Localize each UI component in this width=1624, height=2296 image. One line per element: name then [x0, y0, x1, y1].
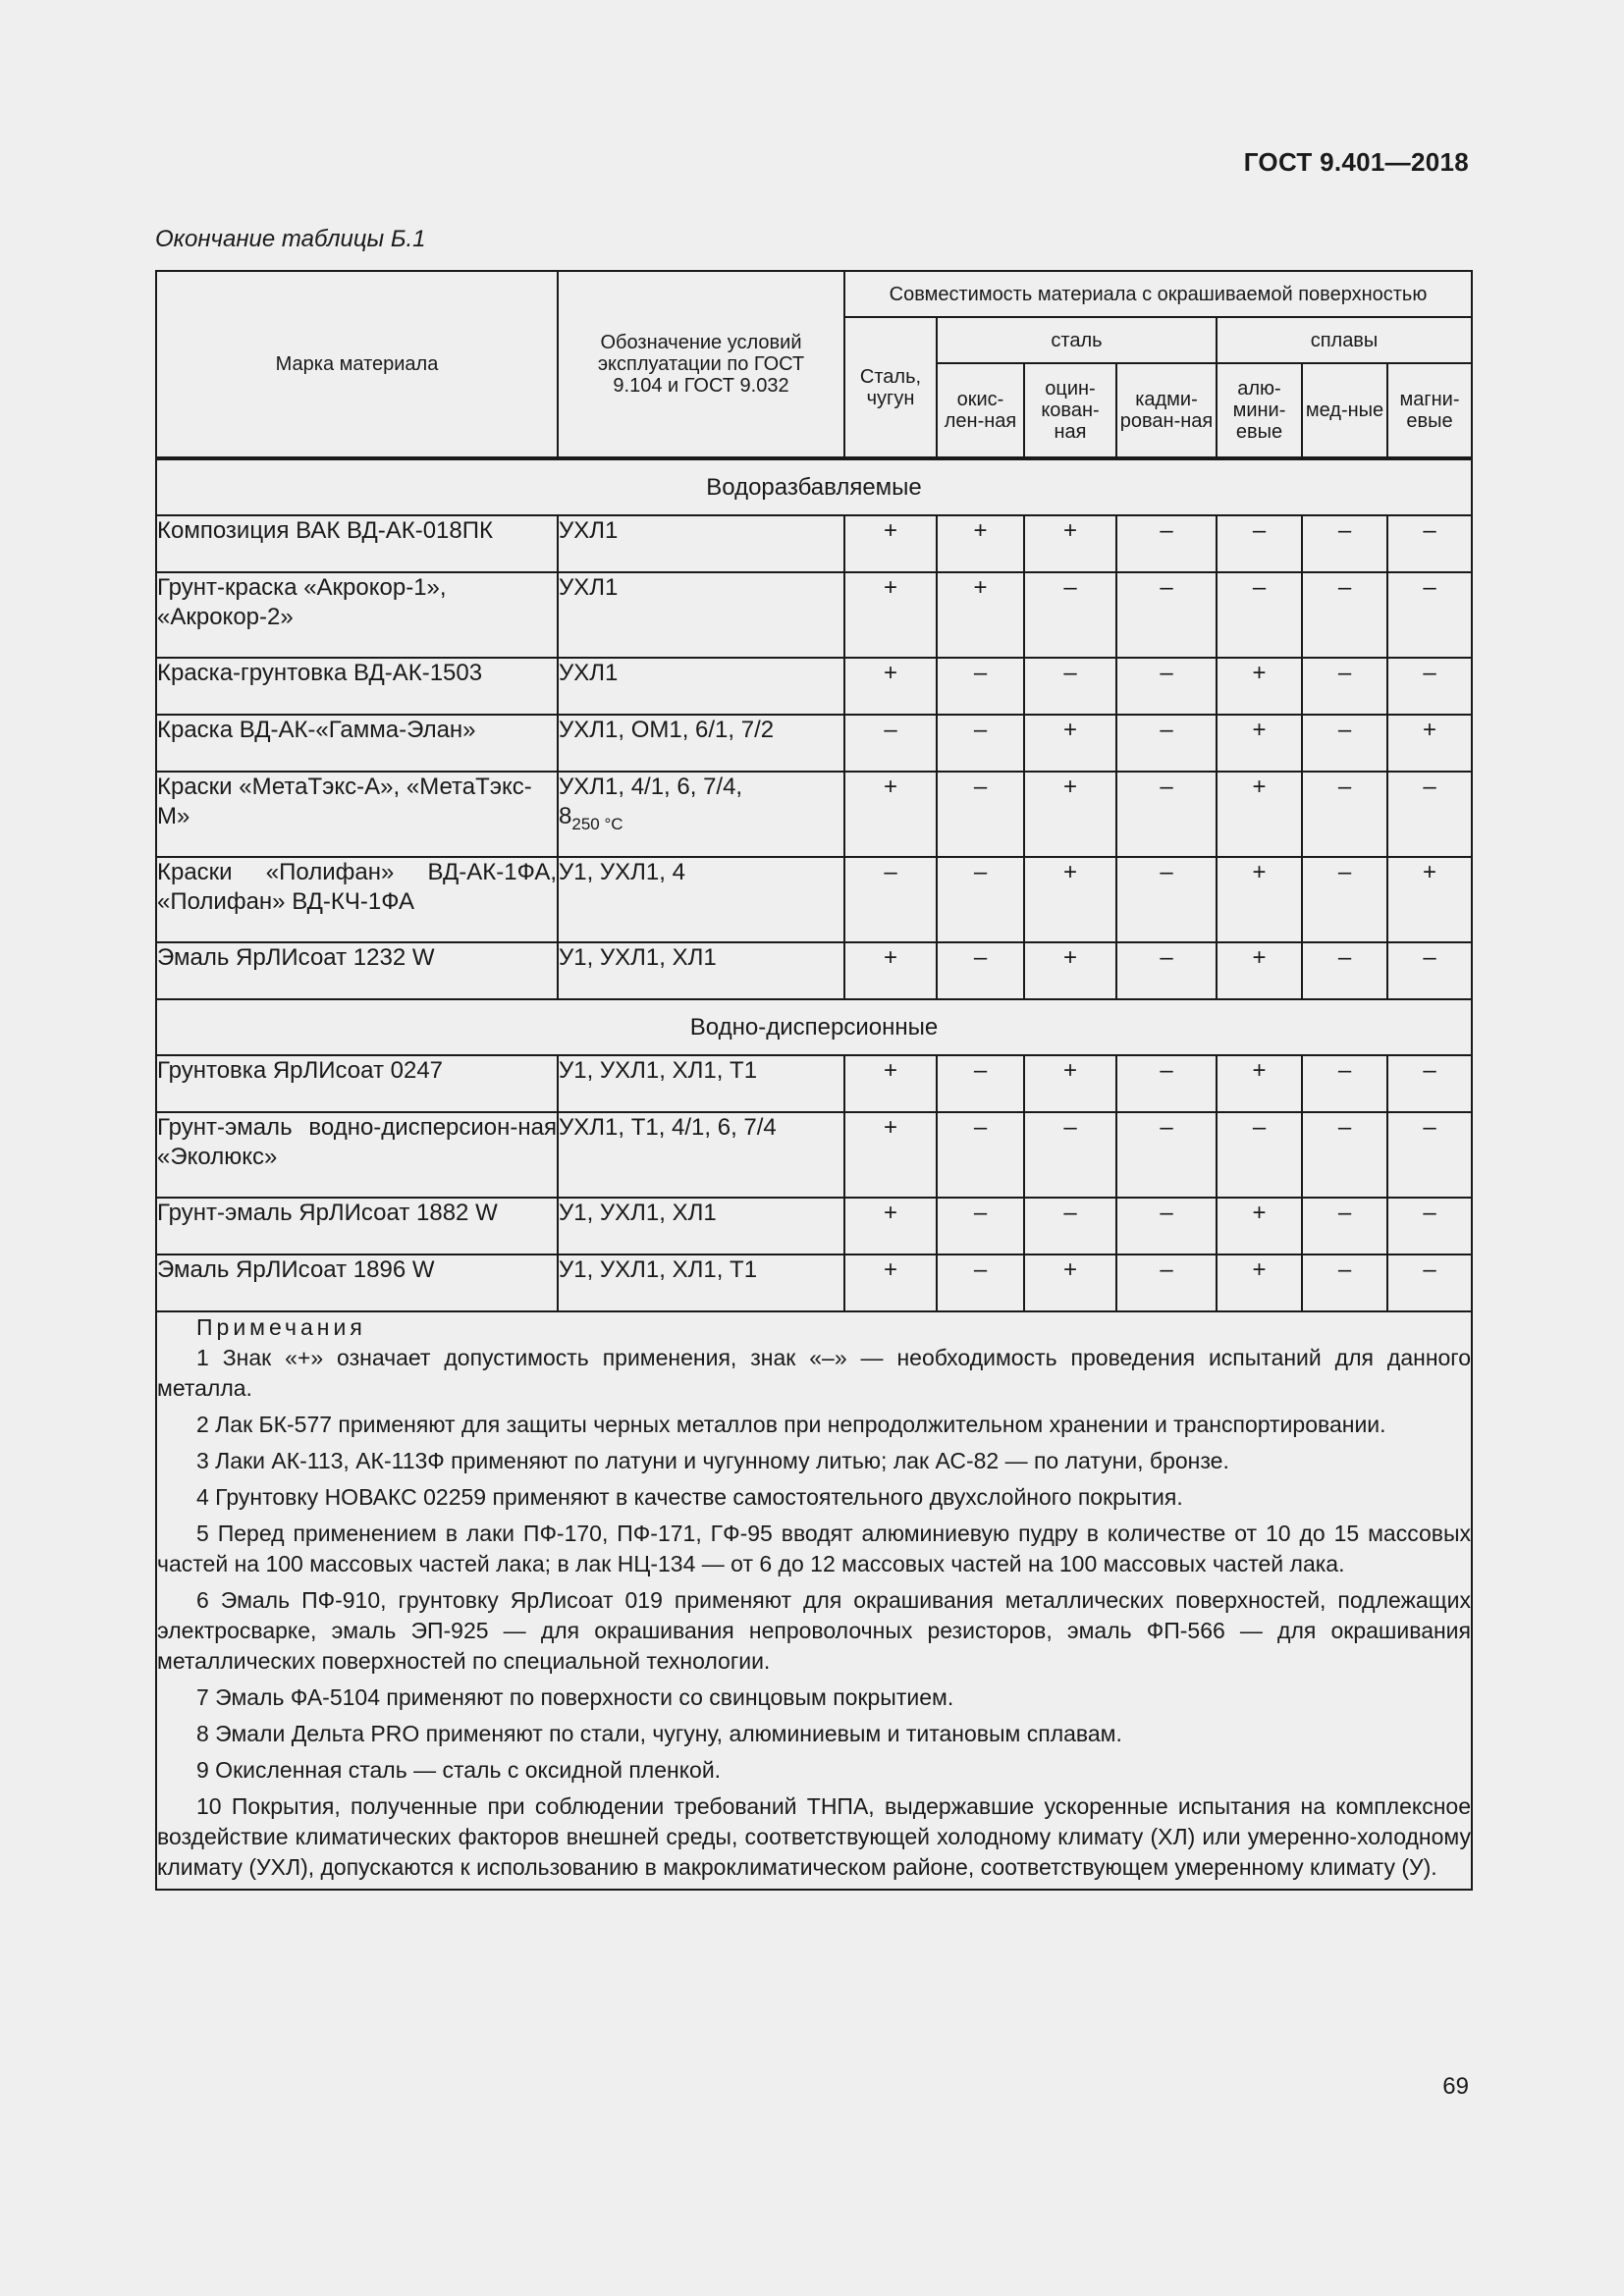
compat-mark: – — [1302, 658, 1387, 715]
table-row — [156, 1198, 1472, 1255]
compat-mark: – — [844, 857, 937, 942]
compat-mark: + — [844, 942, 937, 999]
compat-mark: – — [1024, 1112, 1116, 1198]
material-name: Грунт-эмаль водно-дисперсион-ная «Эколюкс» — [156, 1112, 558, 1198]
header-alloys: сплавы — [1217, 317, 1472, 363]
compat-mark: + — [1217, 772, 1302, 857]
page-number: 69 — [1442, 2073, 1469, 2100]
compat-mark: – — [1387, 772, 1472, 857]
compat-mark: + — [937, 515, 1024, 572]
section-heading-row — [156, 999, 1472, 1055]
table-header — [156, 271, 1472, 457]
compat-mark: + — [844, 1255, 937, 1311]
table-row — [156, 772, 1472, 857]
header-copper: мед-ные — [1302, 363, 1387, 457]
compat-mark: – — [1116, 572, 1217, 658]
compat-mark: + — [844, 1112, 937, 1198]
note-item: 7 Эмаль ФА-5104 применяют по поверхности со свинцовым покрытием. — [196, 1684, 954, 1710]
compat-mark: – — [1116, 1112, 1217, 1198]
compat-mark: – — [1302, 857, 1387, 942]
compat-mark: + — [1217, 658, 1302, 715]
compat-mark: – — [1217, 572, 1302, 658]
compat-mark: + — [1024, 857, 1116, 942]
conditions-text: УХЛ1 — [559, 574, 619, 601]
compatibility-table — [155, 270, 1473, 1891]
compat-mark: – — [1116, 942, 1217, 999]
compat-mark: + — [1024, 515, 1116, 572]
material-name: Композиция ВАК ВД-АК-018ПК — [156, 515, 558, 572]
conditions-text: У1, УХЛ1, ХЛ1 — [559, 944, 717, 971]
compat-mark: + — [844, 658, 937, 715]
compat-mark: – — [1387, 658, 1472, 715]
conditions-cell — [558, 572, 844, 658]
table-notes — [156, 1311, 1472, 1890]
conditions-cell — [558, 515, 844, 572]
conditions-cell — [558, 1112, 844, 1198]
compat-mark: – — [937, 658, 1024, 715]
compat-mark: + — [844, 1055, 937, 1112]
conditions-temperature-base: 8 — [559, 803, 572, 829]
note-item: 1 Знак «+» означает допустимость применения, знак «–» — необходимость проведения испытаний для данного металла. — [157, 1345, 1471, 1401]
compat-mark: – — [1116, 658, 1217, 715]
compat-mark: – — [1302, 572, 1387, 658]
compat-mark: – — [937, 942, 1024, 999]
compat-mark: + — [1024, 772, 1116, 857]
compat-mark: + — [1217, 942, 1302, 999]
compat-mark: – — [1116, 1255, 1217, 1311]
header-conditions: Обозначение условий эксплуатации по ГОСТ 9.104 и ГОСТ 9.032 — [558, 271, 844, 457]
compat-mark: – — [1116, 1198, 1217, 1255]
compat-mark: + — [844, 772, 937, 857]
conditions-text: УХЛ1 — [559, 660, 619, 686]
compat-mark: – — [1116, 1055, 1217, 1112]
conditions-cell — [558, 1255, 844, 1311]
conditions-text: У1, УХЛ1, ХЛ1, Т1 — [559, 1256, 758, 1283]
document-code: ГОСТ 9.401—2018 — [1243, 147, 1469, 177]
compat-mark: + — [844, 515, 937, 572]
header-oxidized: окис-лен-ная — [937, 363, 1024, 457]
note-item: 2 Лак БК-577 применяют для защиты черных металлов при непродолжительном хранении и транспортировании. — [196, 1412, 1386, 1437]
table-row — [156, 1255, 1472, 1311]
compat-mark: + — [1217, 1055, 1302, 1112]
compat-mark: – — [1302, 1198, 1387, 1255]
table-row — [156, 942, 1472, 999]
header-steel-cast-iron: Сталь, чугун — [844, 317, 937, 457]
table-row — [156, 857, 1472, 942]
conditions-text: У1, УХЛ1, ХЛ1 — [559, 1200, 717, 1226]
compat-mark: + — [1024, 1055, 1116, 1112]
compat-mark: – — [937, 1112, 1024, 1198]
compat-mark: – — [1116, 515, 1217, 572]
conditions-cell — [558, 942, 844, 999]
material-name: Грунт-краска «Акрокор-1», «Акрокор-2» — [156, 572, 558, 658]
note-item: 5 Перед применением в лаки ПФ-170, ПФ-171, ГФ-95 вводят алюминиевую пудру в количестве от 10 до 15 массовых частей на 100 массовых частей лака; в лак НЦ-134 — от 6 до 12 массовых частей на 100 массовых частей лака. — [157, 1521, 1471, 1576]
note-item: 8 Эмали Дельта PRO применяют по стали, чугуну, алюминиевым и титановым сплавам. — [196, 1721, 1122, 1746]
note-item: 4 Грунтовку НОВАКС 02259 применяют в качестве самостоятельного двухслойного покрытия. — [196, 1484, 1183, 1510]
compat-mark: + — [1024, 942, 1116, 999]
compat-mark: + — [1217, 1255, 1302, 1311]
material-name: Эмаль ЯрЛИсоат 1232 W — [156, 942, 558, 999]
compat-mark: – — [1116, 715, 1217, 772]
compat-mark: – — [1302, 942, 1387, 999]
conditions-text: УХЛ1, ОМ1, 6/1, 7/2 — [559, 717, 775, 743]
notes-cell — [156, 1311, 1472, 1890]
compat-mark: – — [937, 857, 1024, 942]
conditions-cell — [558, 772, 844, 857]
material-name: Краска-грунтовка ВД-АК-1503 — [156, 658, 558, 715]
header-steel: сталь — [937, 317, 1217, 363]
header-magnesium: магни-евые — [1387, 363, 1472, 457]
compat-mark: – — [1387, 572, 1472, 658]
note-item: 3 Лаки АК-113, АК-113Ф применяют по латуни и чугунному литью; лак АС-82 — по латуни, бронзе. — [196, 1448, 1229, 1473]
compat-mark: – — [937, 1198, 1024, 1255]
section-heading-row — [156, 459, 1472, 515]
compat-mark: + — [1217, 715, 1302, 772]
compat-mark: – — [1302, 1055, 1387, 1112]
material-name: Грунт-эмаль ЯрЛИсоат 1882 W — [156, 1198, 558, 1255]
material-name: Краска ВД-АК-«Гамма-Элан» — [156, 715, 558, 772]
section-heading: Водоразбавляемые — [156, 459, 1472, 515]
material-name: Грунтовка ЯрЛИсоат 0247 — [156, 1055, 558, 1112]
compat-mark: + — [1024, 1255, 1116, 1311]
compat-mark: – — [1116, 772, 1217, 857]
conditions-cell — [558, 715, 844, 772]
compat-mark: – — [937, 1055, 1024, 1112]
table-row — [156, 658, 1472, 715]
conditions-text: УХЛ1, Т1, 4/1, 6, 7/4 — [559, 1114, 777, 1141]
notes-title: Примечания — [196, 1314, 366, 1340]
compat-mark: + — [1387, 715, 1472, 772]
table-row — [156, 715, 1472, 772]
compat-mark: – — [1387, 515, 1472, 572]
conditions-temperature-subscript: 250 °С — [571, 815, 623, 833]
header-galvanized: оцин-кован-ная — [1024, 363, 1116, 457]
conditions-cell — [558, 1198, 844, 1255]
material-name: Эмаль ЯрЛИсоат 1896 W — [156, 1255, 558, 1311]
header-aluminum: алю-мини-евые — [1217, 363, 1302, 457]
compat-mark: – — [937, 772, 1024, 857]
material-name: Краски «Полифан» ВД-АК-1ФА, «Полифан» ВД-КЧ-1ФА — [156, 857, 558, 942]
conditions-text: У1, УХЛ1, 4 — [559, 859, 685, 885]
compat-mark: – — [1302, 1255, 1387, 1311]
table-row — [156, 572, 1472, 658]
header-material: Марка материала — [156, 271, 558, 457]
compat-mark: + — [1387, 857, 1472, 942]
material-name: Краски «МетаТэкс-А», «МетаТэкс-М» — [156, 772, 558, 857]
table-row — [156, 1055, 1472, 1112]
compat-mark: – — [1024, 1198, 1116, 1255]
compat-mark: – — [937, 715, 1024, 772]
compat-mark: – — [1024, 658, 1116, 715]
compat-mark: – — [1387, 1112, 1472, 1198]
notes-list — [157, 1343, 1471, 1883]
conditions-cell — [558, 658, 844, 715]
note-item: 10 Покрытия, полученные при соблюдении требований ТНПА, выдержавшие ускоренные испытания на комплексное воздействие климатических факторов внешней среды, соответствующей холодному климату (ХЛ) или умеренно-холодному климату (УХЛ), допускаются к использованию в макроклиматическом районе, соответствующем умеренному климату (У). — [157, 1793, 1471, 1880]
compat-mark: – — [1116, 857, 1217, 942]
note-item: 6 Эмаль ПФ-910, грунтовку ЯрЛисоат 019 применяют для окрашивания металлических поверхностей, подлежащих электросварке, эмаль ЭП-925 — для окрашивания непроволочных резисторов, эмаль ФП-566 — для окрашивания металлических поверхностей по специальной технологии. — [157, 1587, 1471, 1674]
conditions-cell — [558, 1055, 844, 1112]
compat-mark: + — [1217, 857, 1302, 942]
compat-mark: – — [1302, 1112, 1387, 1198]
compat-mark: + — [844, 572, 937, 658]
compat-mark: – — [1302, 515, 1387, 572]
compat-mark: – — [937, 1255, 1024, 1311]
compat-mark: – — [1302, 772, 1387, 857]
section-heading: Водно-дисперсионные — [156, 999, 1472, 1055]
table-body — [156, 457, 1472, 1311]
conditions-text: УХЛ1 — [559, 517, 619, 544]
header-compatibility: Совместимость материала с окрашиваемой поверхностью — [844, 271, 1472, 317]
header-cadmium: кадми-рован-ная — [1116, 363, 1217, 457]
table-row — [156, 1112, 1472, 1198]
conditions-text: У1, УХЛ1, ХЛ1, Т1 — [559, 1057, 758, 1084]
conditions-temperature — [559, 802, 843, 839]
table-row — [156, 515, 1472, 572]
note-item: 9 Окисленная сталь — сталь с оксидной пленкой. — [196, 1757, 722, 1783]
compat-mark: – — [1302, 715, 1387, 772]
compat-mark: – — [1387, 942, 1472, 999]
compat-mark: – — [1024, 572, 1116, 658]
table-caption: Окончание таблицы Б.1 — [155, 226, 426, 252]
compat-mark: – — [844, 715, 937, 772]
compat-mark: + — [1024, 715, 1116, 772]
compat-mark: – — [1387, 1198, 1472, 1255]
conditions-text: УХЛ1, 4/1, 6, 7/4, — [559, 774, 743, 800]
compat-mark: – — [1387, 1255, 1472, 1311]
compat-mark: – — [1217, 1112, 1302, 1198]
compat-mark: – — [1387, 1055, 1472, 1112]
compat-mark: + — [937, 572, 1024, 658]
compat-mark: + — [1217, 1198, 1302, 1255]
conditions-cell — [558, 857, 844, 942]
compat-mark: + — [844, 1198, 937, 1255]
compat-mark: – — [1217, 515, 1302, 572]
